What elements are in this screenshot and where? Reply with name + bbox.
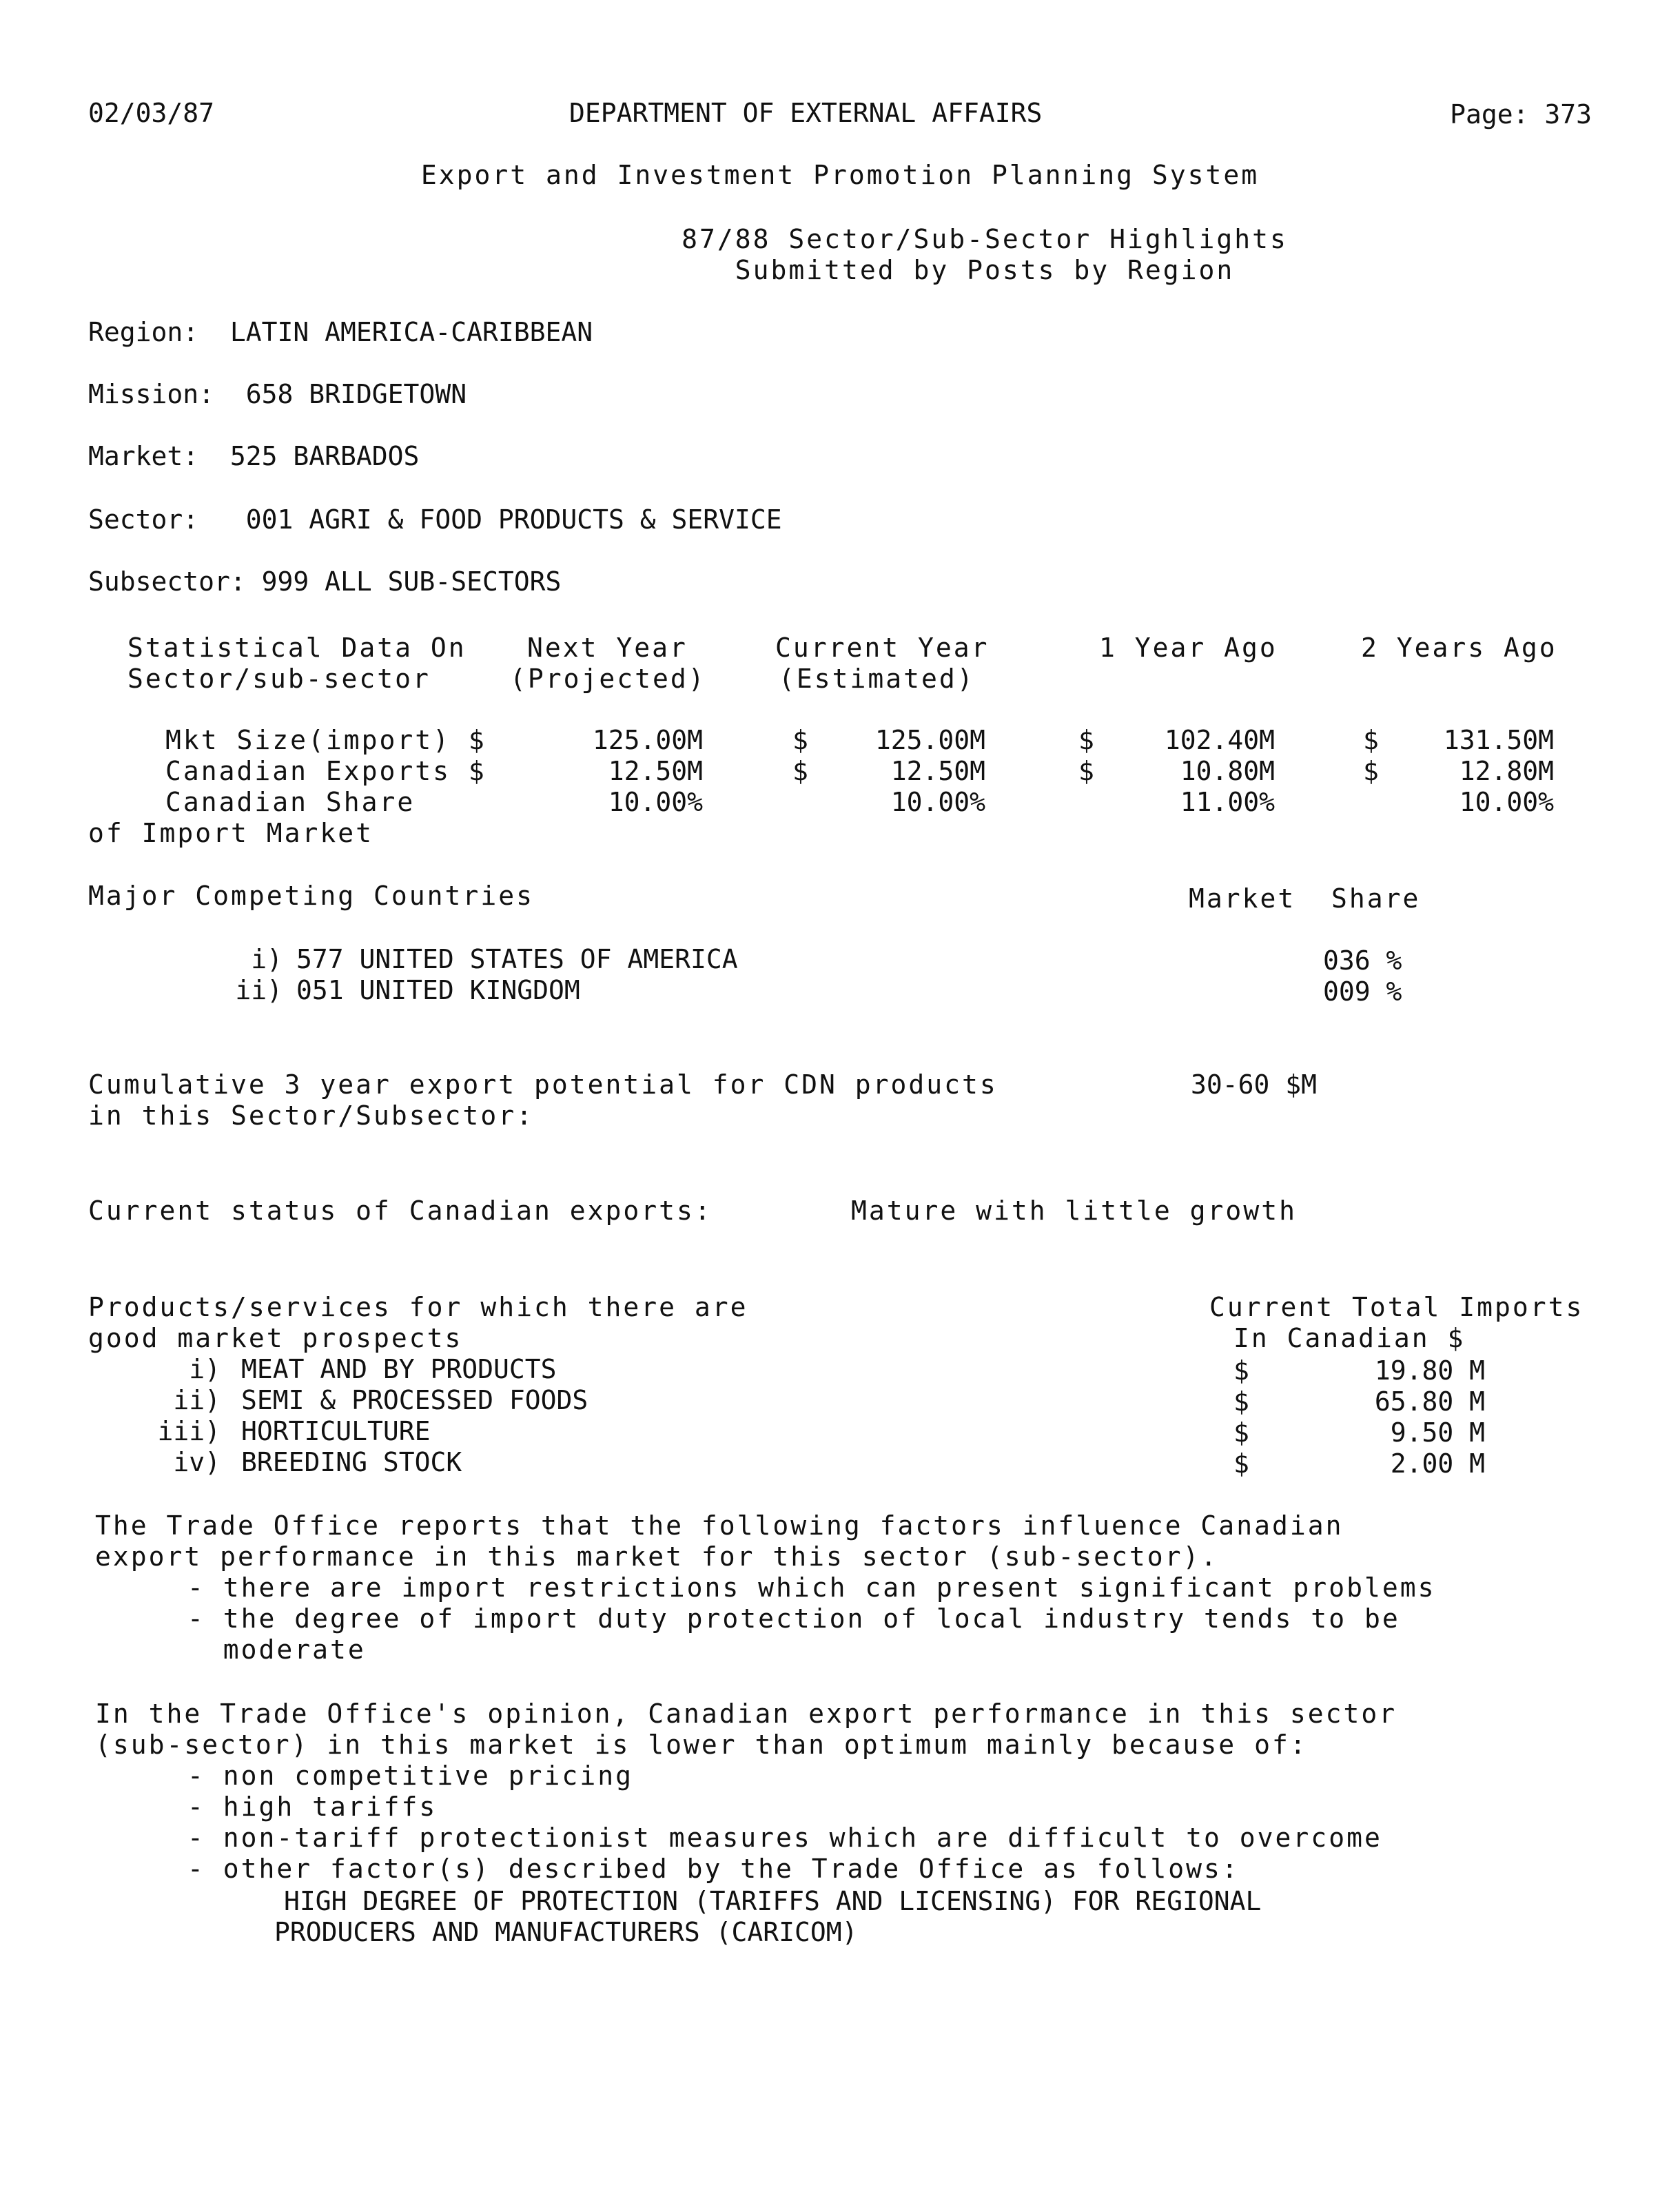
competitor-share: 009 % xyxy=(1323,976,1402,1007)
stats-share-suffix: of Import Market xyxy=(88,818,374,848)
export-status-value: Mature with little growth xyxy=(851,1196,1297,1226)
product-import-amount: 65.80 M xyxy=(1374,1386,1485,1417)
stats-currency-symbol: $ xyxy=(1363,756,1379,786)
stats-header-estimated: (Estimated) xyxy=(779,664,975,694)
competitor-name: 577 UNITED STATES OF AMERICA xyxy=(296,944,738,974)
opinion-bullet: - other factor(s) described by the Trade Office as follows: xyxy=(187,1854,1240,1884)
competitor-number: ii) xyxy=(235,975,283,1005)
opinion-description: HIGH DEGREE OF PROTECTION (TARIFFS AND LICENSING) FOR REGIONAL xyxy=(284,1886,1262,1916)
stats-next-year-value: 10.00% xyxy=(608,787,703,817)
competitor-number: i) xyxy=(251,944,283,974)
product-number: i) xyxy=(189,1354,221,1384)
stats-two-years-ago-value: 10.00% xyxy=(1459,787,1554,817)
system-title: Export and Investment Promotion Planning System xyxy=(420,160,1260,190)
competitors-heading: Major Competing Countries xyxy=(88,881,534,911)
factor-bullet: - there are import restrictions which can present significant problems xyxy=(187,1572,1436,1603)
stats-currency-symbol: $ xyxy=(1363,725,1379,755)
stats-header-label: Statistical Data On xyxy=(127,633,467,663)
department-title: DEPARTMENT OF EXTERNAL AFFAIRS xyxy=(569,98,1043,128)
products-heading: Products/services for which there are xyxy=(88,1292,748,1322)
product-import-amount: 2.00 M xyxy=(1390,1448,1485,1479)
report-subtitle: 87/88 Sector/Sub-Sector Highlights xyxy=(682,224,1288,254)
stats-header-two-years-ago: 2 Years Ago xyxy=(1361,633,1557,663)
stats-currency-symbol: $ xyxy=(792,725,808,755)
product-currency-symbol: $ xyxy=(1233,1417,1249,1448)
stats-currency-symbol: $ xyxy=(1078,725,1094,755)
report-date: 02/03/87 xyxy=(88,98,215,128)
export-potential-value: 30-60 $M xyxy=(1191,1069,1318,1100)
stats-one-year-ago-value: 10.80M xyxy=(1180,756,1275,786)
product-number: iv) xyxy=(173,1447,221,1477)
stats-two-years-ago-value: 131.50M xyxy=(1443,725,1554,755)
opinion-intro-2: (sub-sector) in this market is lower than optimum mainly because of: xyxy=(95,1730,1308,1760)
product-currency-symbol: $ xyxy=(1233,1386,1249,1417)
stats-one-year-ago-value: 11.00% xyxy=(1180,787,1275,817)
products-heading-2: good market prospects xyxy=(88,1323,463,1353)
stats-two-years-ago-value: 12.80M xyxy=(1459,756,1554,786)
report-subtitle-2: Submitted by Posts by Region xyxy=(735,255,1235,285)
stats-next-year-value: 12.50M xyxy=(608,756,703,786)
market-line: Market: 525 BARBADOS xyxy=(88,441,420,471)
factor-bullet: - the degree of import duty protection of local industry tends to be xyxy=(187,1603,1400,1634)
stats-header-current-year: Current Year xyxy=(775,633,990,663)
product-name: SEMI & PROCESSED FOODS xyxy=(241,1385,588,1415)
stats-row-label: Canadian Share xyxy=(165,787,416,817)
stats-next-year-value: 125.00M xyxy=(592,725,703,755)
stats-currency-symbol: $ xyxy=(1078,756,1094,786)
export-status-label: Current status of Canadian exports: xyxy=(88,1196,713,1226)
export-potential-label: Cumulative 3 year export potential for CDN products xyxy=(88,1069,998,1100)
competitor-share: 036 % xyxy=(1323,945,1402,976)
region-line: Region: LATIN AMERICA-CARIBBEAN xyxy=(88,317,593,347)
sector-line: Sector: 001 AGRI & FOOD PRODUCTS & SERVICE xyxy=(88,504,782,535)
opinion-description-2: PRODUCERS AND MANUFACTURERS (CARICOM) xyxy=(274,1917,858,1947)
page-number: Page: 373 xyxy=(1450,99,1592,130)
subsector-line: Subsector: 999 ALL SUB-SECTORS xyxy=(88,566,562,597)
stats-header-one-year-ago: 1 Year Ago xyxy=(1099,633,1278,663)
product-currency-symbol: $ xyxy=(1233,1355,1249,1386)
product-name: BREEDING STOCK xyxy=(241,1447,462,1477)
product-name: MEAT AND BY PRODUCTS xyxy=(241,1354,557,1384)
stats-one-year-ago-value: 102.40M xyxy=(1164,725,1275,755)
market-share-heading: Market Share xyxy=(1189,883,1421,914)
opinion-bullet: - non competitive pricing xyxy=(187,1761,633,1791)
factor-bullet-continued: moderate xyxy=(187,1634,366,1665)
stats-header-projected: (Projected) xyxy=(510,664,706,694)
product-number: iii) xyxy=(157,1416,221,1446)
stats-currency-symbol: $ xyxy=(792,756,808,786)
mission-line: Mission: 658 BRIDGETOWN xyxy=(88,379,467,409)
product-number: ii) xyxy=(173,1385,221,1415)
opinion-intro: In the Trade Office's opinion, Canadian export performance in this sector xyxy=(95,1699,1397,1729)
stats-current-year-value: 10.00% xyxy=(890,787,985,817)
competitor-name: 051 UNITED KINGDOM xyxy=(296,975,580,1005)
product-name: HORTICULTURE xyxy=(241,1416,431,1446)
stats-row-label: Canadian Exports $ xyxy=(165,756,486,786)
product-import-amount: 9.50 M xyxy=(1390,1417,1485,1448)
stats-row-label: Mkt Size(import) $ xyxy=(165,725,486,755)
product-currency-symbol: $ xyxy=(1233,1448,1249,1479)
stats-current-year-value: 12.50M xyxy=(890,756,985,786)
factors-intro: The Trade Office reports that the following factors influence Canadian xyxy=(95,1510,1344,1541)
opinion-bullet: - non-tariff protectionist measures which are difficult to overcome xyxy=(187,1823,1382,1853)
export-potential-label-2: in this Sector/Subsector: xyxy=(88,1100,534,1131)
stats-header-label-2: Sector/sub-sector xyxy=(127,664,431,694)
factors-intro-2: export performance in this market for this sector (sub-sector). xyxy=(95,1541,1219,1572)
imports-heading-2: In Canadian $ xyxy=(1233,1323,1466,1353)
stats-header-next-year: Next Year xyxy=(527,633,688,663)
opinion-bullet: - high tariffs xyxy=(187,1792,438,1822)
stats-current-year-value: 125.00M xyxy=(874,725,985,755)
product-import-amount: 19.80 M xyxy=(1374,1355,1485,1386)
imports-heading: Current Total Imports xyxy=(1209,1292,1584,1322)
